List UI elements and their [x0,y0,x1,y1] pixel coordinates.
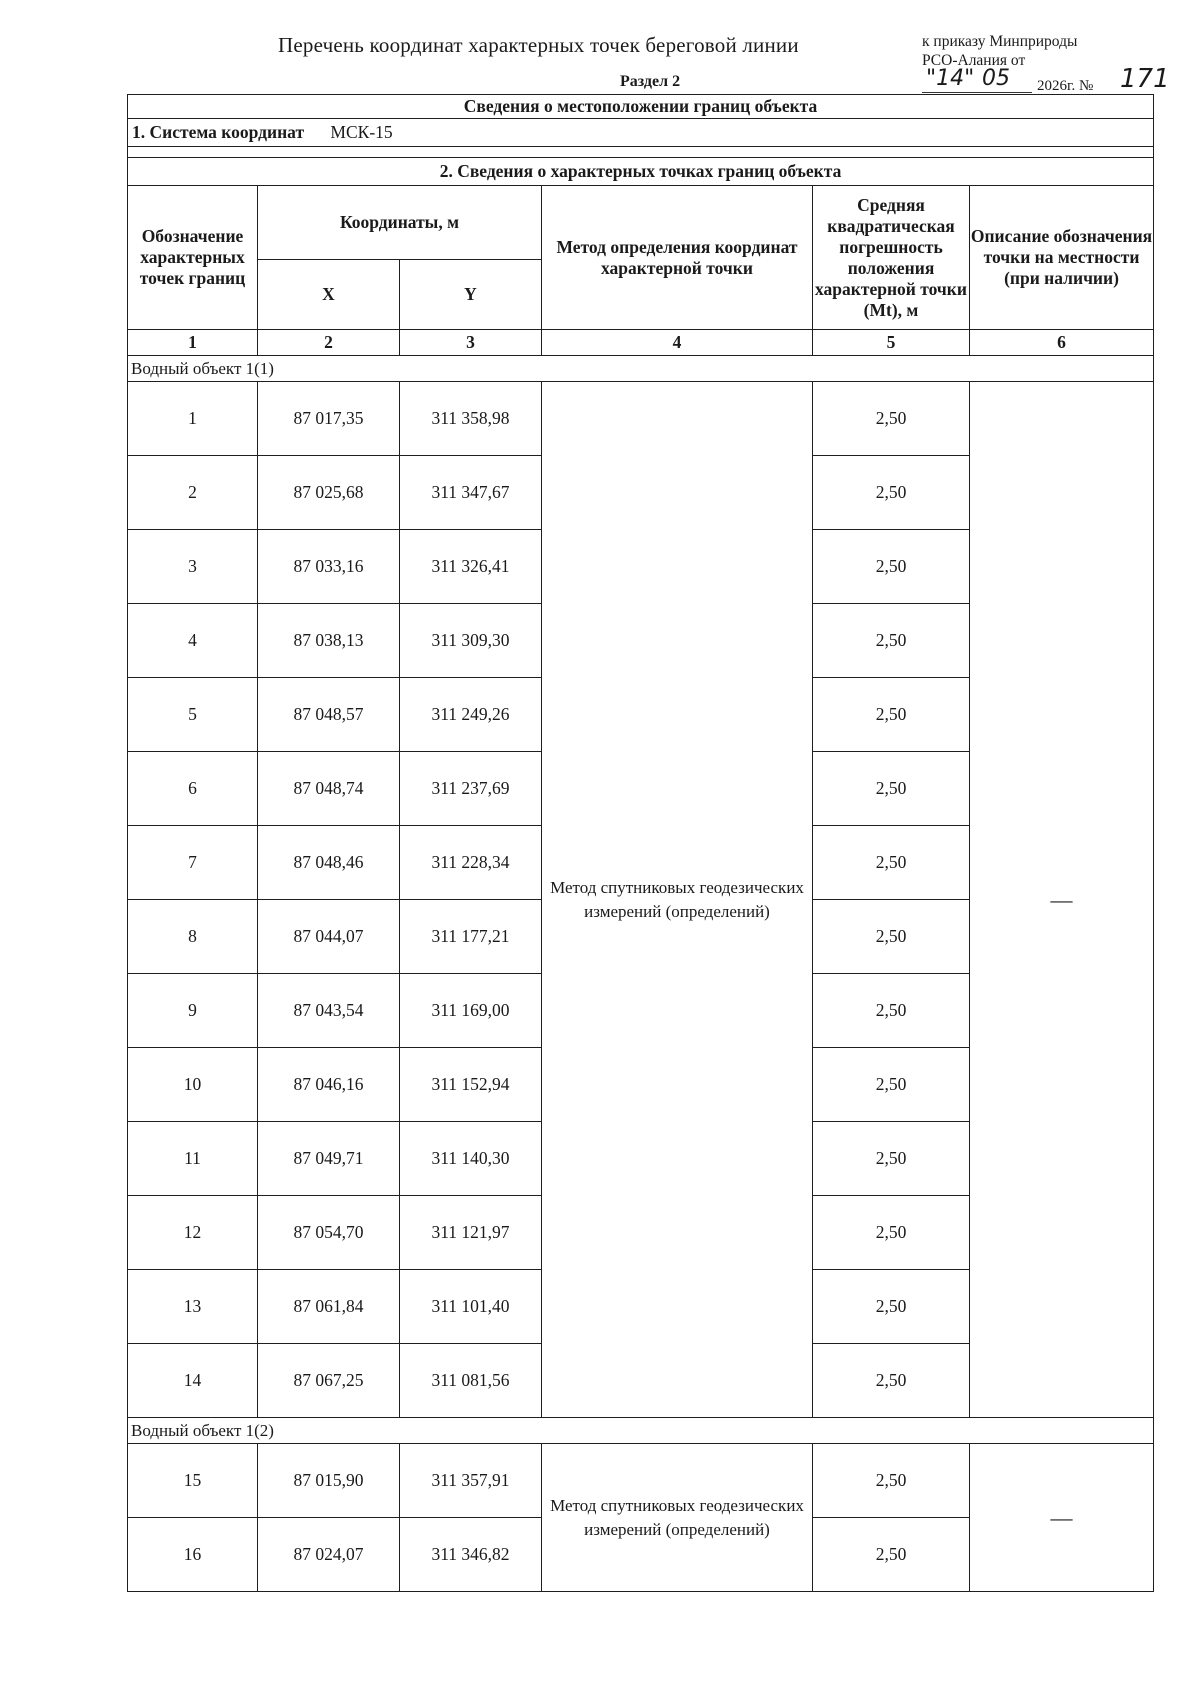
coordinates-table [127,94,1154,1592]
coord-y: 311 357,91 [400,1444,542,1518]
coord-y: 311 177,21 [400,900,542,974]
coord-system-value: МСК-15 [330,122,393,142]
order-number: 171 [1120,64,1170,94]
mean-error: 2,50 [813,382,970,456]
coord-y: 311 347,67 [400,456,542,530]
order-day: "14" [926,66,975,91]
point-number: 16 [128,1518,258,1592]
coord-x: 87 061,84 [258,1270,400,1344]
coord-x: 87 038,13 [258,604,400,678]
table-row [128,1444,1154,1518]
mean-error: 2,50 [813,1196,970,1270]
section-title: Раздел 2 [620,73,681,90]
point-number: 8 [128,900,258,974]
coord-x: 87 049,71 [258,1122,400,1196]
points-heading: 2. Сведения о характерных точках границ объекта [128,158,1154,186]
description-cell: — [970,1444,1154,1592]
coord-y: 311 237,69 [400,752,542,826]
mean-error: 2,50 [813,1122,970,1196]
group-name: Водный объект 1(1) [128,356,1154,382]
mean-error: 2,50 [813,1518,970,1592]
coord-y: 311 101,40 [400,1270,542,1344]
mean-error: 2,50 [813,826,970,900]
location-heading: Сведения о местоположении границ объекта [128,95,1154,119]
coord-x: 87 067,25 [258,1344,400,1418]
coord-x: 87 054,70 [258,1196,400,1270]
group-header-row [128,356,1154,382]
col-x-header: X [258,260,400,330]
col-number: 4 [542,330,813,356]
coord-x: 87 048,74 [258,752,400,826]
coord-x: 87 015,90 [258,1444,400,1518]
mean-error: 2,50 [813,752,970,826]
point-number: 13 [128,1270,258,1344]
coord-system-label: 1. Система координат [132,122,305,142]
col-method-header: Метод определения координат характерной точки [542,186,813,330]
coord-x: 87 043,54 [258,974,400,1048]
col-coords-header: Координаты, м [258,186,542,260]
order-year: 2026г. № [1037,78,1094,94]
point-number: 14 [128,1344,258,1418]
point-number: 9 [128,974,258,1048]
mean-error: 2,50 [813,530,970,604]
table-row [128,382,1154,456]
coord-x: 87 017,35 [258,382,400,456]
mean-error: 2,50 [813,1270,970,1344]
col-number: 2 [258,330,400,356]
coord-x: 87 048,57 [258,678,400,752]
coord-y: 311 121,97 [400,1196,542,1270]
order-reference-line1: к приказу Минприроды [922,33,1078,50]
coord-system-row [128,119,1154,147]
coord-y: 311 346,82 [400,1518,542,1592]
coord-x: 87 025,68 [258,456,400,530]
coord-y: 311 326,41 [400,530,542,604]
group-name: Водный объект 1(2) [128,1418,1154,1444]
order-month: 05 [982,66,1010,91]
point-number: 6 [128,752,258,826]
coord-y: 311 169,00 [400,974,542,1048]
col-error-header: Средняя квадратическая погрешность положения характерной точки (Mt), м [813,186,970,330]
method-cell: Метод спутниковых геодезических измерений (определений) [542,1444,813,1592]
col-number: 6 [970,330,1154,356]
spacer-row [128,147,1154,158]
point-number: 12 [128,1196,258,1270]
description-cell: — [970,382,1154,1418]
coord-x: 87 046,16 [258,1048,400,1122]
date-underline [922,92,1032,93]
point-number: 7 [128,826,258,900]
method-cell: Метод спутниковых геодезических измерений (определений) [542,382,813,1418]
mean-error: 2,50 [813,678,970,752]
group-header-row [128,1418,1154,1444]
col-description-header: Описание обозначения точки на местности (при наличии) [970,186,1154,330]
mean-error: 2,50 [813,456,970,530]
point-number: 5 [128,678,258,752]
order-reference-line2: РСО-Алания от [922,52,1026,69]
point-number: 10 [128,1048,258,1122]
point-number: 15 [128,1444,258,1518]
coord-x: 87 044,07 [258,900,400,974]
coord-y: 311 249,26 [400,678,542,752]
mean-error: 2,50 [813,604,970,678]
mean-error: 2,50 [813,900,970,974]
mean-error: 2,50 [813,1344,970,1418]
order-date [922,64,1170,96]
point-number: 2 [128,456,258,530]
coord-y: 311 152,94 [400,1048,542,1122]
col-number: 1 [128,330,258,356]
coord-y: 311 309,30 [400,604,542,678]
mean-error: 2,50 [813,974,970,1048]
point-number: 1 [128,382,258,456]
document-title: Перечень координат характерных точек береговой линии [278,33,799,57]
coord-y: 311 228,34 [400,826,542,900]
coord-y: 311 358,98 [400,382,542,456]
col-y-header: Y [400,260,542,330]
coord-x: 87 024,07 [258,1518,400,1592]
point-number: 11 [128,1122,258,1196]
col-number: 3 [400,330,542,356]
coord-x: 87 048,46 [258,826,400,900]
coord-x: 87 033,16 [258,530,400,604]
col-number: 5 [813,330,970,356]
point-number: 3 [128,530,258,604]
mean-error: 2,50 [813,1444,970,1518]
point-number: 4 [128,604,258,678]
col-point-header: Обозначение характерных точек границ [128,186,258,330]
mean-error: 2,50 [813,1048,970,1122]
coord-y: 311 140,30 [400,1122,542,1196]
coord-y: 311 081,56 [400,1344,542,1418]
